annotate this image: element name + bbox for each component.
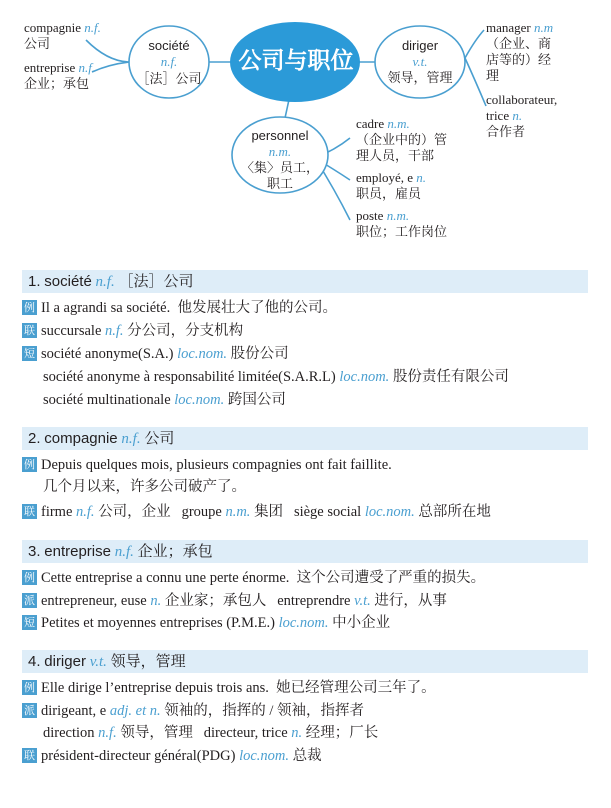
mm-cadre-word: cadre bbox=[356, 116, 385, 131]
derived-word: entrepreneur, euse bbox=[41, 593, 147, 609]
phrase-pos: loc.nom. bbox=[339, 369, 390, 385]
phrase-translation: 中小企业 bbox=[332, 615, 391, 631]
link-word: siège social bbox=[293, 504, 362, 520]
link-word: firme bbox=[41, 504, 73, 520]
phrase-translation: 跨国公司 bbox=[227, 392, 286, 408]
derived-word: dirigeant, e bbox=[41, 703, 107, 719]
section-word: entreprise bbox=[44, 543, 111, 560]
link-pos: n.f. bbox=[76, 504, 95, 520]
example-text: Depuis quelques mois, plusieurs compagnies ont fait faillite. bbox=[41, 457, 392, 473]
mm-entreprise-pos: n.f. bbox=[78, 60, 96, 75]
mm-employe bbox=[356, 170, 426, 202]
section-pos: n.f. bbox=[114, 544, 134, 560]
link-translation: 总裁 bbox=[292, 748, 322, 764]
connector-entreprise bbox=[92, 62, 130, 72]
mind-map-title: 公司与职位 bbox=[238, 48, 354, 74]
derived-pos: n. bbox=[150, 593, 162, 609]
phrase-row bbox=[22, 345, 592, 363]
phrase-pos: loc.nom. bbox=[177, 346, 228, 362]
section-meaning: 企业；承包 bbox=[137, 544, 213, 560]
oval-societe-pos: n.f. bbox=[160, 54, 178, 69]
example-text: Il a agrandi sa société. bbox=[41, 300, 171, 316]
link-translation: 分公司，分支机构 bbox=[127, 323, 244, 339]
link-row bbox=[22, 747, 592, 765]
example-translation-row bbox=[22, 478, 592, 496]
connector-collaborateur bbox=[465, 58, 486, 106]
oval-diriger-word: diriger bbox=[401, 38, 439, 53]
link-pos: loc.nom. bbox=[364, 504, 415, 520]
section-meaning: ［法］公司 bbox=[118, 274, 194, 290]
link-pos: n.f. bbox=[105, 323, 124, 339]
phrase-pos: loc.nom. bbox=[174, 392, 225, 408]
mm-collaborateur-word-1: collaborateur, bbox=[486, 92, 558, 107]
link-pos: loc.nom. bbox=[239, 748, 290, 764]
example-tag: 例 bbox=[24, 571, 35, 584]
section-heading-societe bbox=[22, 270, 588, 293]
section-meaning: 领导，管理 bbox=[110, 654, 186, 670]
link-tag: 联 bbox=[24, 749, 35, 762]
phrase-tag: 短 bbox=[24, 347, 35, 360]
oval-personnel-pos: n.m. bbox=[268, 144, 292, 159]
derived-row bbox=[22, 702, 592, 720]
example-translation: 她已经管理公司三年了。 bbox=[276, 680, 436, 696]
link-row bbox=[22, 503, 592, 521]
mind-map bbox=[0, 0, 611, 250]
derived-translation: 进行，从事 bbox=[374, 593, 447, 609]
section-pos: v.t. bbox=[89, 654, 107, 670]
mm-compagnie-meaning: 公司 bbox=[24, 36, 51, 51]
link-word: président-directeur général(PDG) bbox=[41, 748, 236, 764]
section-pos: n.f. bbox=[95, 274, 115, 290]
mm-poste bbox=[356, 208, 447, 240]
oval-diriger-pos: v.t. bbox=[412, 54, 428, 69]
mm-poste-meaning: 职位；工作岗位 bbox=[356, 224, 448, 239]
mm-poste-word: poste bbox=[356, 208, 384, 223]
derived-pos: n. bbox=[291, 725, 303, 741]
section-meaning: 公司 bbox=[144, 431, 175, 447]
section-number: 2. bbox=[28, 430, 41, 447]
mm-poste-pos: n.m. bbox=[386, 208, 410, 223]
derived-translation: 领导，管理 bbox=[120, 725, 193, 741]
mm-collaborateur bbox=[486, 92, 557, 140]
mm-cadre-pos: n.m. bbox=[387, 116, 410, 131]
oval-personnel-meaning-1: 〈集〉员工， bbox=[240, 160, 319, 175]
mm-employe-word: employé, e bbox=[356, 170, 414, 185]
example-row bbox=[22, 679, 592, 697]
derived-row bbox=[22, 592, 592, 610]
derived-word: entreprendre bbox=[277, 593, 351, 609]
mm-entreprise bbox=[24, 60, 95, 92]
mm-collaborateur-meaning: 合作者 bbox=[486, 124, 526, 139]
section-heading-diriger bbox=[22, 650, 588, 673]
example-translation: 这个公司遭受了严重的损失。 bbox=[296, 570, 486, 586]
mm-cadre-meaning-1: （企业中的）管 bbox=[356, 132, 448, 147]
oval-diriger-meaning: 领导，管理 bbox=[387, 70, 453, 85]
link-row bbox=[22, 322, 592, 340]
derived-word: directeur, trice bbox=[203, 725, 288, 741]
mm-compagnie-word: compagnie bbox=[24, 20, 82, 35]
mm-compagnie-pos: n.f. bbox=[84, 20, 101, 35]
mm-employe-meaning: 职员，雇员 bbox=[356, 186, 422, 201]
phrase-text: Petites et moyennes entreprises (P.M.E.) bbox=[41, 615, 275, 631]
derived-translation: 领袖的，指挥的 / 领袖，指挥者 bbox=[164, 703, 365, 719]
mm-manager-meaning-1: （企业、商 bbox=[486, 36, 552, 51]
section-heading-entreprise bbox=[22, 540, 588, 563]
phrase-row bbox=[22, 391, 592, 409]
derived-translation: 企业家；承包人 bbox=[164, 593, 267, 609]
link-translation: 公司，企业 bbox=[98, 504, 171, 520]
phrase-row bbox=[22, 368, 592, 386]
mm-entreprise-word: entreprise bbox=[24, 60, 76, 75]
example-row bbox=[22, 456, 592, 474]
link-tag: 联 bbox=[24, 505, 35, 518]
section-number: 4. bbox=[28, 653, 41, 670]
mm-entreprise-meaning: 企业；承包 bbox=[24, 76, 90, 91]
example-translation: 他发展壮大了他的公司。 bbox=[177, 300, 337, 316]
phrase-pos: loc.nom. bbox=[278, 615, 329, 631]
section-number: 3. bbox=[28, 543, 41, 560]
mm-compagnie bbox=[24, 20, 101, 52]
section-number: 1. bbox=[28, 273, 41, 290]
phrase-translation: 股份责任有限公司 bbox=[392, 369, 509, 385]
example-text: Cette entreprise a connu une perte énorme. bbox=[41, 570, 290, 586]
phrase-text: société multinationale bbox=[43, 392, 171, 408]
example-tag: 例 bbox=[24, 458, 35, 471]
phrase-tag: 短 bbox=[24, 616, 35, 629]
link-tag: 联 bbox=[24, 324, 35, 337]
mm-manager-meaning-3: 理 bbox=[486, 68, 500, 83]
mm-cadre-meaning-2: 理人员，干部 bbox=[356, 148, 435, 163]
example-row bbox=[22, 299, 592, 317]
section-word: société bbox=[44, 273, 92, 290]
derived-tag: 派 bbox=[24, 704, 35, 717]
example-tag: 例 bbox=[24, 681, 35, 694]
example-translation: 几个月以来，许多公司破产了。 bbox=[43, 479, 246, 495]
derived-tag: 派 bbox=[24, 594, 35, 607]
connector-manager bbox=[465, 30, 484, 58]
derived-pos: n.f. bbox=[98, 725, 117, 741]
section-word: diriger bbox=[44, 653, 86, 670]
mm-cadre bbox=[356, 116, 447, 164]
link-word: groupe bbox=[181, 504, 222, 520]
mm-collaborateur-pos: n. bbox=[512, 108, 523, 123]
derived-pos: v.t. bbox=[354, 593, 371, 609]
phrase-row bbox=[22, 614, 592, 632]
example-tag: 例 bbox=[24, 301, 35, 314]
mm-manager bbox=[486, 20, 553, 84]
oval-personnel-meaning-2: 职工 bbox=[266, 176, 293, 191]
link-pos: n.m. bbox=[225, 504, 251, 520]
mm-manager-meaning-2: 店等的）经 bbox=[486, 52, 552, 67]
section-word: compagnie bbox=[44, 430, 118, 447]
mm-collaborateur-word-2: trice bbox=[486, 108, 510, 123]
link-translation: 集团 bbox=[254, 504, 284, 520]
phrase-text: société anonyme à responsabilité limitée(S.A.R.L) bbox=[43, 369, 336, 385]
phrase-text: société anonyme(S.A.) bbox=[41, 346, 174, 362]
mm-employe-pos: n. bbox=[416, 170, 427, 185]
derived-row bbox=[22, 724, 592, 742]
link-translation: 总部所在地 bbox=[418, 504, 491, 520]
link-word: succursale bbox=[41, 323, 102, 339]
section-pos: n.f. bbox=[121, 431, 141, 447]
derived-pos: adj. et n. bbox=[109, 703, 161, 719]
oval-personnel-word: personnel bbox=[251, 128, 309, 143]
section-heading-compagnie bbox=[22, 427, 588, 450]
derived-translation: 经理；厂长 bbox=[305, 725, 379, 741]
derived-word: direction bbox=[43, 725, 95, 741]
example-row bbox=[22, 569, 592, 587]
example-text: Elle dirige l’entreprise depuis trois ans. bbox=[41, 680, 269, 696]
oval-societe-meaning: ［法］公司 bbox=[136, 71, 202, 86]
phrase-translation: 股份公司 bbox=[230, 346, 289, 362]
mm-manager-word: manager bbox=[486, 20, 531, 35]
mm-manager-pos: n.m bbox=[534, 20, 554, 35]
oval-societe-word: société bbox=[148, 38, 190, 53]
